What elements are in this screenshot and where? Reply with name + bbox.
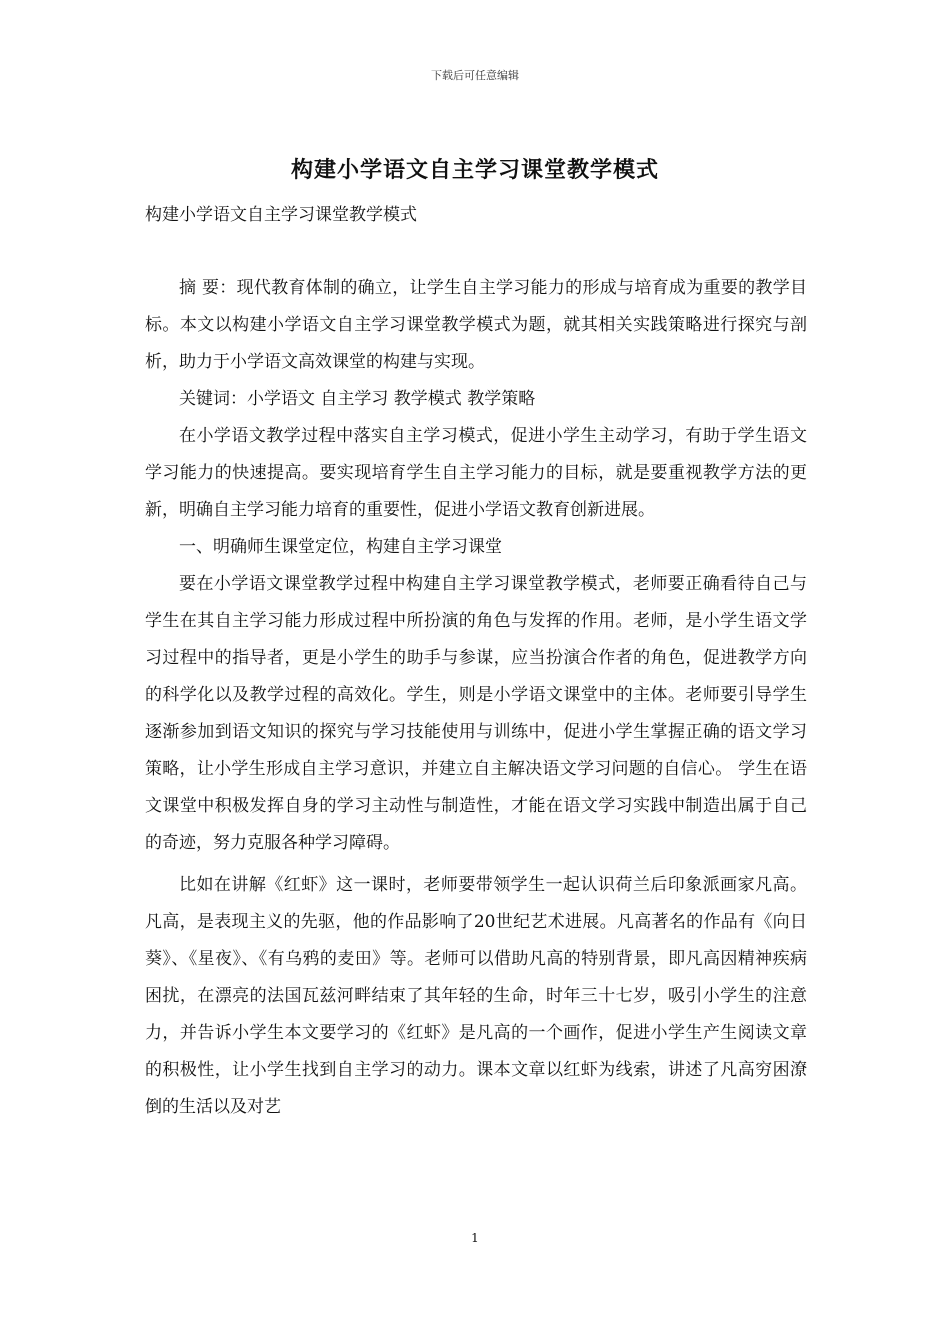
page-number: 1 [471,1231,479,1245]
document-subtitle: 构建小学语文自主学习课堂教学模式 [145,205,417,225]
intro-paragraph: 在小学语文教学过程中落实自主学习模式，促进小学生主动学习，有助于学生语文学习能力的快速提高。要实现培育学生自主学习能力的目标，就是要重视教学方法的更新，明确自主学习能力培育的重要性，促进小学语文教育创新进展。 [145,426,807,520]
body-paragraph: 要在小学语文课堂教学过程中构建自主学习课堂教学模式，老师要正确看待自己与学生在其自主学习能力形成过程中所扮演的角色与发挥的作用。老师，是小学生语文学习过程中的指导者，更是小学生的助手与参谋，应当扮演合作者的角色，促进教学方向的科学化以及教学过程的高效化。学生，则是小学语文课堂中的主体。老师要引导学生逐渐参加到语文知识的探究与学习技能使用与训练中，促进小学生掌握正确的语文学习策略，让小学生形成自主学习意识，并建立自主解决语文学习问题的自信心。 学生在语文课堂中积极发挥自身的学习主动性与制造性，才能在语文学习实践中制造出属于自己的奇迹，努力克服各种学习障碍。 [145,574,807,853]
document-title: 构建小学语文自主学习课堂教学模式 [290,157,659,183]
page-header: 下载后可任意编辑 [431,69,519,82]
section-heading: 一、明确师生课堂定位，构建自主学习课堂 [179,537,502,557]
abstract-paragraph: 摘 要：现代教育体制的确立，让学生自主学习能力的形成与培育成为重要的教学目标。本文以构建小学语文自主学习课堂教学模式为题，就其相关实践策略进行探究与剖析，助力于小学语文高效课堂的构建与实现。 [145,278,807,372]
body-paragraph: 比如在讲解《红虾》这一课时，老师要带领学生一起认识荷兰后印象派画家凡高。凡高，是表现主义的先驱，他的作品影响了20世纪艺术进展。凡高著名的作品有《向日葵》、《星夜》、《有乌鸦的麦田》等。老师可以借助凡高的特别背景，即凡高因精神疾病困扰，在漂亮的法国瓦兹河畔结束了其年轻的生命，时年三十七岁，吸引小学生的注意力，并告诉小学生本文要学习的《红虾》是凡高的一个画作，促进小学生产生阅读文章的积极性，让小学生找到自主学习的动力。课本文章以红虾为线索，讲述了凡高穷困潦倒的生活以及对艺 [145,875,807,1117]
keywords-paragraph: 关键词：小学语文 自主学习 教学模式 教学策略 [179,389,536,409]
document-body [145,270,807,1126]
